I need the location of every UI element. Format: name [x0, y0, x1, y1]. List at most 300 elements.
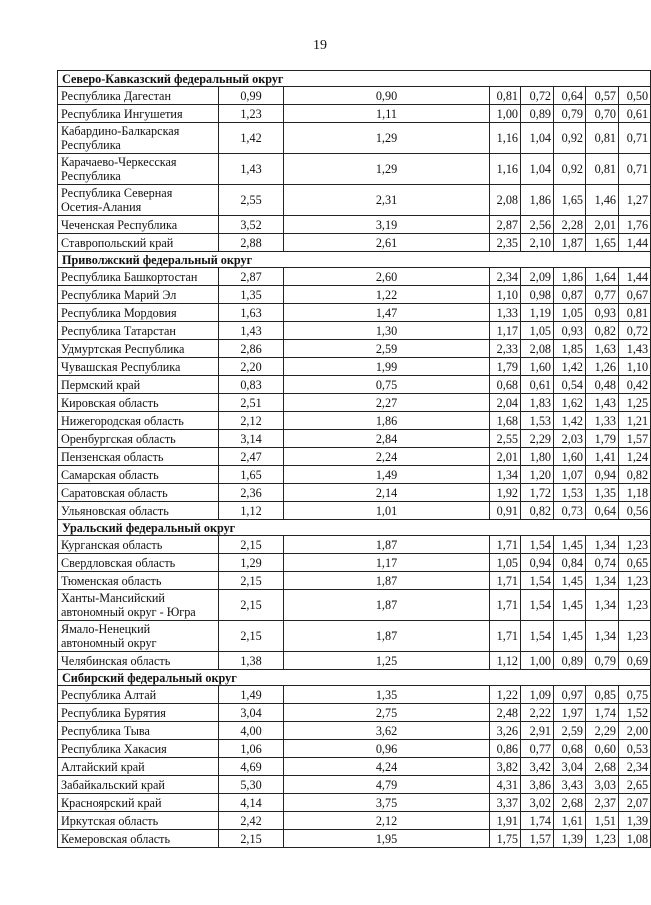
- value-cell-2: 2,31: [284, 185, 490, 216]
- table-row: [58, 502, 651, 520]
- value-cell-7: 0,75: [619, 686, 651, 704]
- value-cell-7: 0,71: [619, 154, 651, 185]
- value-cell-1: 2,42: [219, 812, 284, 830]
- table-row: [58, 234, 651, 252]
- value-cell-5: 1,85: [554, 340, 586, 358]
- value-cell-3: 3,37: [490, 794, 521, 812]
- value-cell-4: 2,56: [521, 216, 554, 234]
- value-cell-3: 2,48: [490, 704, 521, 722]
- value-cell-1: 0,99: [219, 87, 284, 105]
- value-cell-3: 1,92: [490, 484, 521, 502]
- value-cell-2: 1,22: [284, 286, 490, 304]
- value-cell-2: 2,24: [284, 448, 490, 466]
- value-cell-4: 1,04: [521, 154, 554, 185]
- value-cell-2: 1,29: [284, 123, 490, 154]
- value-cell-1: 1,49: [219, 686, 284, 704]
- table-row: [58, 154, 651, 185]
- value-cell-5: 0,64: [554, 87, 586, 105]
- value-cell-6: 0,81: [586, 154, 619, 185]
- value-cell-6: 1,34: [586, 590, 619, 621]
- value-cell-6: 1,79: [586, 430, 619, 448]
- value-cell-7: 0,72: [619, 322, 651, 340]
- value-cell-6: 3,03: [586, 776, 619, 794]
- value-cell-3: 1,75: [490, 830, 521, 848]
- value-cell-2: 4,24: [284, 758, 490, 776]
- table-row: [58, 268, 651, 286]
- value-cell-6: 0,79: [586, 652, 619, 670]
- table-row: [58, 722, 651, 740]
- value-cell-5: 1,45: [554, 621, 586, 652]
- value-cell-4: 1,09: [521, 686, 554, 704]
- value-cell-1: 5,30: [219, 776, 284, 794]
- value-cell-6: 2,29: [586, 722, 619, 740]
- table-row: [58, 740, 651, 758]
- value-cell-3: 1,12: [490, 652, 521, 670]
- region-name: Республика Татарстан: [58, 322, 219, 340]
- value-cell-7: 1,10: [619, 358, 651, 376]
- value-cell-2: 1,11: [284, 105, 490, 123]
- value-cell-4: 1,19: [521, 304, 554, 322]
- region-name: Ханты-Мансийский автономный округ - Югра: [58, 590, 219, 621]
- table-row: [58, 590, 651, 621]
- value-cell-3: 1,16: [490, 154, 521, 185]
- value-cell-1: 4,00: [219, 722, 284, 740]
- value-cell-6: 1,26: [586, 358, 619, 376]
- value-cell-1: 1,42: [219, 123, 284, 154]
- value-cell-5: 0,92: [554, 154, 586, 185]
- table-row: [58, 652, 651, 670]
- value-cell-5: 0,92: [554, 123, 586, 154]
- district-name: Уральский федеральный округ: [58, 520, 651, 536]
- table-row: [58, 448, 651, 466]
- value-cell-7: 0,71: [619, 123, 651, 154]
- value-cell-5: 1,65: [554, 185, 586, 216]
- value-cell-2: 1,30: [284, 322, 490, 340]
- value-cell-5: 1,39: [554, 830, 586, 848]
- value-cell-5: 0,93: [554, 322, 586, 340]
- value-cell-3: 1,16: [490, 123, 521, 154]
- value-cell-1: 4,14: [219, 794, 284, 812]
- value-cell-7: 1,08: [619, 830, 651, 848]
- table-row: [58, 304, 651, 322]
- district-header-row: [58, 71, 651, 87]
- value-cell-2: 1,17: [284, 554, 490, 572]
- table-row: [58, 105, 651, 123]
- value-cell-3: 1,17: [490, 322, 521, 340]
- value-cell-3: 1,10: [490, 286, 521, 304]
- value-cell-4: 0,98: [521, 286, 554, 304]
- value-cell-7: 1,44: [619, 268, 651, 286]
- value-cell-3: 0,91: [490, 502, 521, 520]
- value-cell-6: 1,34: [586, 536, 619, 554]
- value-cell-5: 0,89: [554, 652, 586, 670]
- district-header-row: [58, 670, 651, 686]
- value-cell-1: 1,65: [219, 466, 284, 484]
- region-name: Тюменская область: [58, 572, 219, 590]
- value-cell-7: 1,44: [619, 234, 651, 252]
- value-cell-2: 0,96: [284, 740, 490, 758]
- table-row: [58, 536, 651, 554]
- value-cell-6: 1,34: [586, 572, 619, 590]
- value-cell-2: 1,49: [284, 466, 490, 484]
- district-header-row: [58, 252, 651, 268]
- value-cell-2: 0,90: [284, 87, 490, 105]
- value-cell-3: 0,81: [490, 87, 521, 105]
- value-cell-1: 1,35: [219, 286, 284, 304]
- table-row: [58, 430, 651, 448]
- value-cell-3: 1,34: [490, 466, 521, 484]
- value-cell-2: 2,14: [284, 484, 490, 502]
- value-cell-2: 1,87: [284, 572, 490, 590]
- value-cell-4: 1,57: [521, 830, 554, 848]
- table-row: [58, 704, 651, 722]
- value-cell-4: 1,72: [521, 484, 554, 502]
- value-cell-1: 1,29: [219, 554, 284, 572]
- region-name: Республика Мордовия: [58, 304, 219, 322]
- value-cell-3: 2,01: [490, 448, 521, 466]
- value-cell-6: 1,51: [586, 812, 619, 830]
- value-cell-1: 2,55: [219, 185, 284, 216]
- value-cell-4: 3,86: [521, 776, 554, 794]
- value-cell-2: 1,47: [284, 304, 490, 322]
- value-cell-5: 0,97: [554, 686, 586, 704]
- region-name: Чувашская Республика: [58, 358, 219, 376]
- value-cell-6: 1,64: [586, 268, 619, 286]
- value-cell-4: 1,00: [521, 652, 554, 670]
- value-cell-3: 2,55: [490, 430, 521, 448]
- value-cell-6: 0,94: [586, 466, 619, 484]
- value-cell-2: 1,87: [284, 536, 490, 554]
- value-cell-5: 1,45: [554, 572, 586, 590]
- region-name: Республика Марий Эл: [58, 286, 219, 304]
- value-cell-4: 1,53: [521, 412, 554, 430]
- region-name: Ямало-Ненецкий автономный округ: [58, 621, 219, 652]
- value-cell-6: 0,70: [586, 105, 619, 123]
- value-cell-4: 0,89: [521, 105, 554, 123]
- region-name: Самарская область: [58, 466, 219, 484]
- value-cell-7: 1,21: [619, 412, 651, 430]
- table-row: [58, 758, 651, 776]
- value-cell-6: 0,48: [586, 376, 619, 394]
- value-cell-5: 1,45: [554, 590, 586, 621]
- value-cell-4: 1,54: [521, 572, 554, 590]
- value-cell-5: 1,45: [554, 536, 586, 554]
- table-row: [58, 812, 651, 830]
- table-row: [58, 830, 651, 848]
- value-cell-7: 1,24: [619, 448, 651, 466]
- value-cell-4: 1,54: [521, 590, 554, 621]
- region-name: Забайкальский край: [58, 776, 219, 794]
- value-cell-3: 1,71: [490, 572, 521, 590]
- value-cell-5: 0,68: [554, 740, 586, 758]
- value-cell-3: 1,71: [490, 590, 521, 621]
- value-cell-3: 1,05: [490, 554, 521, 572]
- table-row: [58, 340, 651, 358]
- value-cell-3: 4,31: [490, 776, 521, 794]
- value-cell-5: 0,87: [554, 286, 586, 304]
- table-row: [58, 286, 651, 304]
- value-cell-7: 0,50: [619, 87, 651, 105]
- value-cell-1: 2,15: [219, 590, 284, 621]
- value-cell-6: 0,85: [586, 686, 619, 704]
- table-row: [58, 87, 651, 105]
- value-cell-6: 0,64: [586, 502, 619, 520]
- table-row: [58, 216, 651, 234]
- value-cell-5: 0,84: [554, 554, 586, 572]
- region-name: Свердловская область: [58, 554, 219, 572]
- value-cell-5: 1,86: [554, 268, 586, 286]
- value-cell-7: 1,23: [619, 590, 651, 621]
- region-name: Удмуртская Республика: [58, 340, 219, 358]
- value-cell-2: 1,87: [284, 590, 490, 621]
- value-cell-2: 1,29: [284, 154, 490, 185]
- value-cell-1: 0,83: [219, 376, 284, 394]
- value-cell-7: 2,65: [619, 776, 651, 794]
- value-cell-6: 0,82: [586, 322, 619, 340]
- value-cell-2: 3,75: [284, 794, 490, 812]
- value-cell-7: 0,53: [619, 740, 651, 758]
- value-cell-1: 2,36: [219, 484, 284, 502]
- value-cell-7: 2,00: [619, 722, 651, 740]
- region-name: Иркутская область: [58, 812, 219, 830]
- value-cell-3: 2,34: [490, 268, 521, 286]
- value-cell-5: 3,43: [554, 776, 586, 794]
- value-cell-5: 0,73: [554, 502, 586, 520]
- value-cell-2: 1,86: [284, 412, 490, 430]
- value-cell-4: 0,77: [521, 740, 554, 758]
- value-cell-4: 1,20: [521, 466, 554, 484]
- value-cell-6: 1,65: [586, 234, 619, 252]
- value-cell-4: 2,29: [521, 430, 554, 448]
- value-cell-5: 1,61: [554, 812, 586, 830]
- value-cell-1: 1,63: [219, 304, 284, 322]
- value-cell-5: 0,79: [554, 105, 586, 123]
- district-name: Приволжский федеральный округ: [58, 252, 651, 268]
- table-row: [58, 322, 651, 340]
- value-cell-3: 1,71: [490, 536, 521, 554]
- value-cell-7: 1,25: [619, 394, 651, 412]
- value-cell-2: 1,87: [284, 621, 490, 652]
- table-row: [58, 794, 651, 812]
- value-cell-1: 2,51: [219, 394, 284, 412]
- value-cell-3: 2,33: [490, 340, 521, 358]
- value-cell-7: 0,67: [619, 286, 651, 304]
- value-cell-1: 2,87: [219, 268, 284, 286]
- value-cell-2: 1,99: [284, 358, 490, 376]
- region-name: Республика Тыва: [58, 722, 219, 740]
- value-cell-7: 1,39: [619, 812, 651, 830]
- value-cell-4: 2,10: [521, 234, 554, 252]
- value-cell-6: 0,74: [586, 554, 619, 572]
- value-cell-2: 2,12: [284, 812, 490, 830]
- value-cell-4: 2,22: [521, 704, 554, 722]
- value-cell-3: 1,33: [490, 304, 521, 322]
- value-cell-2: 2,61: [284, 234, 490, 252]
- value-cell-7: 0,65: [619, 554, 651, 572]
- region-name: Республика Ингушетия: [58, 105, 219, 123]
- value-cell-4: 1,04: [521, 123, 554, 154]
- value-cell-7: 1,52: [619, 704, 651, 722]
- value-cell-6: 2,01: [586, 216, 619, 234]
- value-cell-7: 1,23: [619, 621, 651, 652]
- value-cell-4: 3,42: [521, 758, 554, 776]
- value-cell-5: 1,42: [554, 412, 586, 430]
- value-cell-7: 1,57: [619, 430, 651, 448]
- region-name: Челябинская область: [58, 652, 219, 670]
- region-name: Республика Дагестан: [58, 87, 219, 105]
- value-cell-1: 2,15: [219, 621, 284, 652]
- value-cell-7: 2,34: [619, 758, 651, 776]
- value-cell-5: 0,54: [554, 376, 586, 394]
- value-cell-6: 0,93: [586, 304, 619, 322]
- value-cell-1: 1,23: [219, 105, 284, 123]
- value-cell-6: 1,46: [586, 185, 619, 216]
- value-cell-2: 2,59: [284, 340, 490, 358]
- value-cell-2: 1,95: [284, 830, 490, 848]
- value-cell-3: 0,68: [490, 376, 521, 394]
- value-cell-6: 0,57: [586, 87, 619, 105]
- table-row: [58, 358, 651, 376]
- value-cell-2: 2,75: [284, 704, 490, 722]
- value-cell-1: 2,88: [219, 234, 284, 252]
- region-name: Кировская область: [58, 394, 219, 412]
- value-cell-3: 2,35: [490, 234, 521, 252]
- value-cell-7: 0,82: [619, 466, 651, 484]
- value-cell-1: 2,20: [219, 358, 284, 376]
- value-cell-5: 1,60: [554, 448, 586, 466]
- region-name: Саратовская область: [58, 484, 219, 502]
- region-name: Кемеровская область: [58, 830, 219, 848]
- value-cell-3: 1,68: [490, 412, 521, 430]
- value-cell-4: 2,09: [521, 268, 554, 286]
- value-cell-2: 2,27: [284, 394, 490, 412]
- value-cell-1: 2,15: [219, 572, 284, 590]
- value-cell-2: 2,84: [284, 430, 490, 448]
- table-row: [58, 185, 651, 216]
- region-name: Алтайский край: [58, 758, 219, 776]
- region-name: Республика Северная Осетия-Алания: [58, 185, 219, 216]
- data-table: [57, 70, 651, 848]
- value-cell-5: 1,05: [554, 304, 586, 322]
- value-cell-3: 1,22: [490, 686, 521, 704]
- value-cell-4: 1,86: [521, 185, 554, 216]
- value-cell-4: 3,02: [521, 794, 554, 812]
- value-cell-1: 3,04: [219, 704, 284, 722]
- value-cell-6: 1,74: [586, 704, 619, 722]
- value-cell-4: 0,61: [521, 376, 554, 394]
- value-cell-5: 1,62: [554, 394, 586, 412]
- value-cell-6: 0,81: [586, 123, 619, 154]
- value-cell-1: 2,15: [219, 830, 284, 848]
- value-cell-1: 1,43: [219, 322, 284, 340]
- value-cell-3: 2,04: [490, 394, 521, 412]
- value-cell-5: 1,97: [554, 704, 586, 722]
- value-cell-1: 1,38: [219, 652, 284, 670]
- value-cell-6: 1,23: [586, 830, 619, 848]
- value-cell-5: 1,42: [554, 358, 586, 376]
- value-cell-3: 1,71: [490, 621, 521, 652]
- value-cell-4: 0,82: [521, 502, 554, 520]
- value-cell-3: 3,82: [490, 758, 521, 776]
- region-name: Чеченская Республика: [58, 216, 219, 234]
- value-cell-7: 1,43: [619, 340, 651, 358]
- value-cell-4: 2,91: [521, 722, 554, 740]
- value-cell-4: 1,54: [521, 536, 554, 554]
- table-row: [58, 572, 651, 590]
- table-row: [58, 554, 651, 572]
- value-cell-7: 1,76: [619, 216, 651, 234]
- value-cell-2: 3,62: [284, 722, 490, 740]
- value-cell-4: 1,60: [521, 358, 554, 376]
- value-cell-3: 3,26: [490, 722, 521, 740]
- value-cell-7: 1,23: [619, 536, 651, 554]
- value-cell-2: 3,19: [284, 216, 490, 234]
- value-cell-2: 0,75: [284, 376, 490, 394]
- region-name: Оренбургская область: [58, 430, 219, 448]
- value-cell-3: 0,86: [490, 740, 521, 758]
- value-cell-1: 2,47: [219, 448, 284, 466]
- value-cell-1: 2,86: [219, 340, 284, 358]
- value-cell-6: 2,68: [586, 758, 619, 776]
- value-cell-2: 2,60: [284, 268, 490, 286]
- value-cell-5: 2,28: [554, 216, 586, 234]
- region-name: Пермский край: [58, 376, 219, 394]
- region-name: Карачаево-Черкесская Республика: [58, 154, 219, 185]
- value-cell-3: 1,00: [490, 105, 521, 123]
- value-cell-5: 2,68: [554, 794, 586, 812]
- value-cell-4: 1,74: [521, 812, 554, 830]
- value-cell-2: 1,25: [284, 652, 490, 670]
- table-row: [58, 123, 651, 154]
- value-cell-2: 1,35: [284, 686, 490, 704]
- value-cell-4: 1,83: [521, 394, 554, 412]
- value-cell-4: 1,80: [521, 448, 554, 466]
- table-row: [58, 621, 651, 652]
- value-cell-7: 0,42: [619, 376, 651, 394]
- region-name: Красноярский край: [58, 794, 219, 812]
- value-cell-3: 1,79: [490, 358, 521, 376]
- district-header-row: [58, 520, 651, 536]
- value-cell-1: 3,52: [219, 216, 284, 234]
- region-name: Ульяновская область: [58, 502, 219, 520]
- table-row: [58, 466, 651, 484]
- value-cell-4: 0,72: [521, 87, 554, 105]
- region-name: Нижегородская область: [58, 412, 219, 430]
- value-cell-4: 2,08: [521, 340, 554, 358]
- table-row: [58, 412, 651, 430]
- value-cell-5: 1,53: [554, 484, 586, 502]
- value-cell-2: 4,79: [284, 776, 490, 794]
- value-cell-4: 1,05: [521, 322, 554, 340]
- value-cell-1: 1,43: [219, 154, 284, 185]
- value-cell-7: 1,18: [619, 484, 651, 502]
- region-name: Ставропольский край: [58, 234, 219, 252]
- region-name: Республика Бурятия: [58, 704, 219, 722]
- region-name: Кабардино-Балкарская Республика: [58, 123, 219, 154]
- value-cell-4: 0,94: [521, 554, 554, 572]
- value-cell-7: 1,27: [619, 185, 651, 216]
- page-number: 19: [313, 38, 327, 53]
- district-name: Сибирский федеральный округ: [58, 670, 651, 686]
- value-cell-7: 1,23: [619, 572, 651, 590]
- value-cell-6: 2,37: [586, 794, 619, 812]
- value-cell-6: 1,35: [586, 484, 619, 502]
- table-row: [58, 376, 651, 394]
- value-cell-1: 1,12: [219, 502, 284, 520]
- value-cell-1: 2,12: [219, 412, 284, 430]
- value-cell-6: 0,60: [586, 740, 619, 758]
- district-name: Северо-Кавказский федеральный округ: [58, 71, 651, 87]
